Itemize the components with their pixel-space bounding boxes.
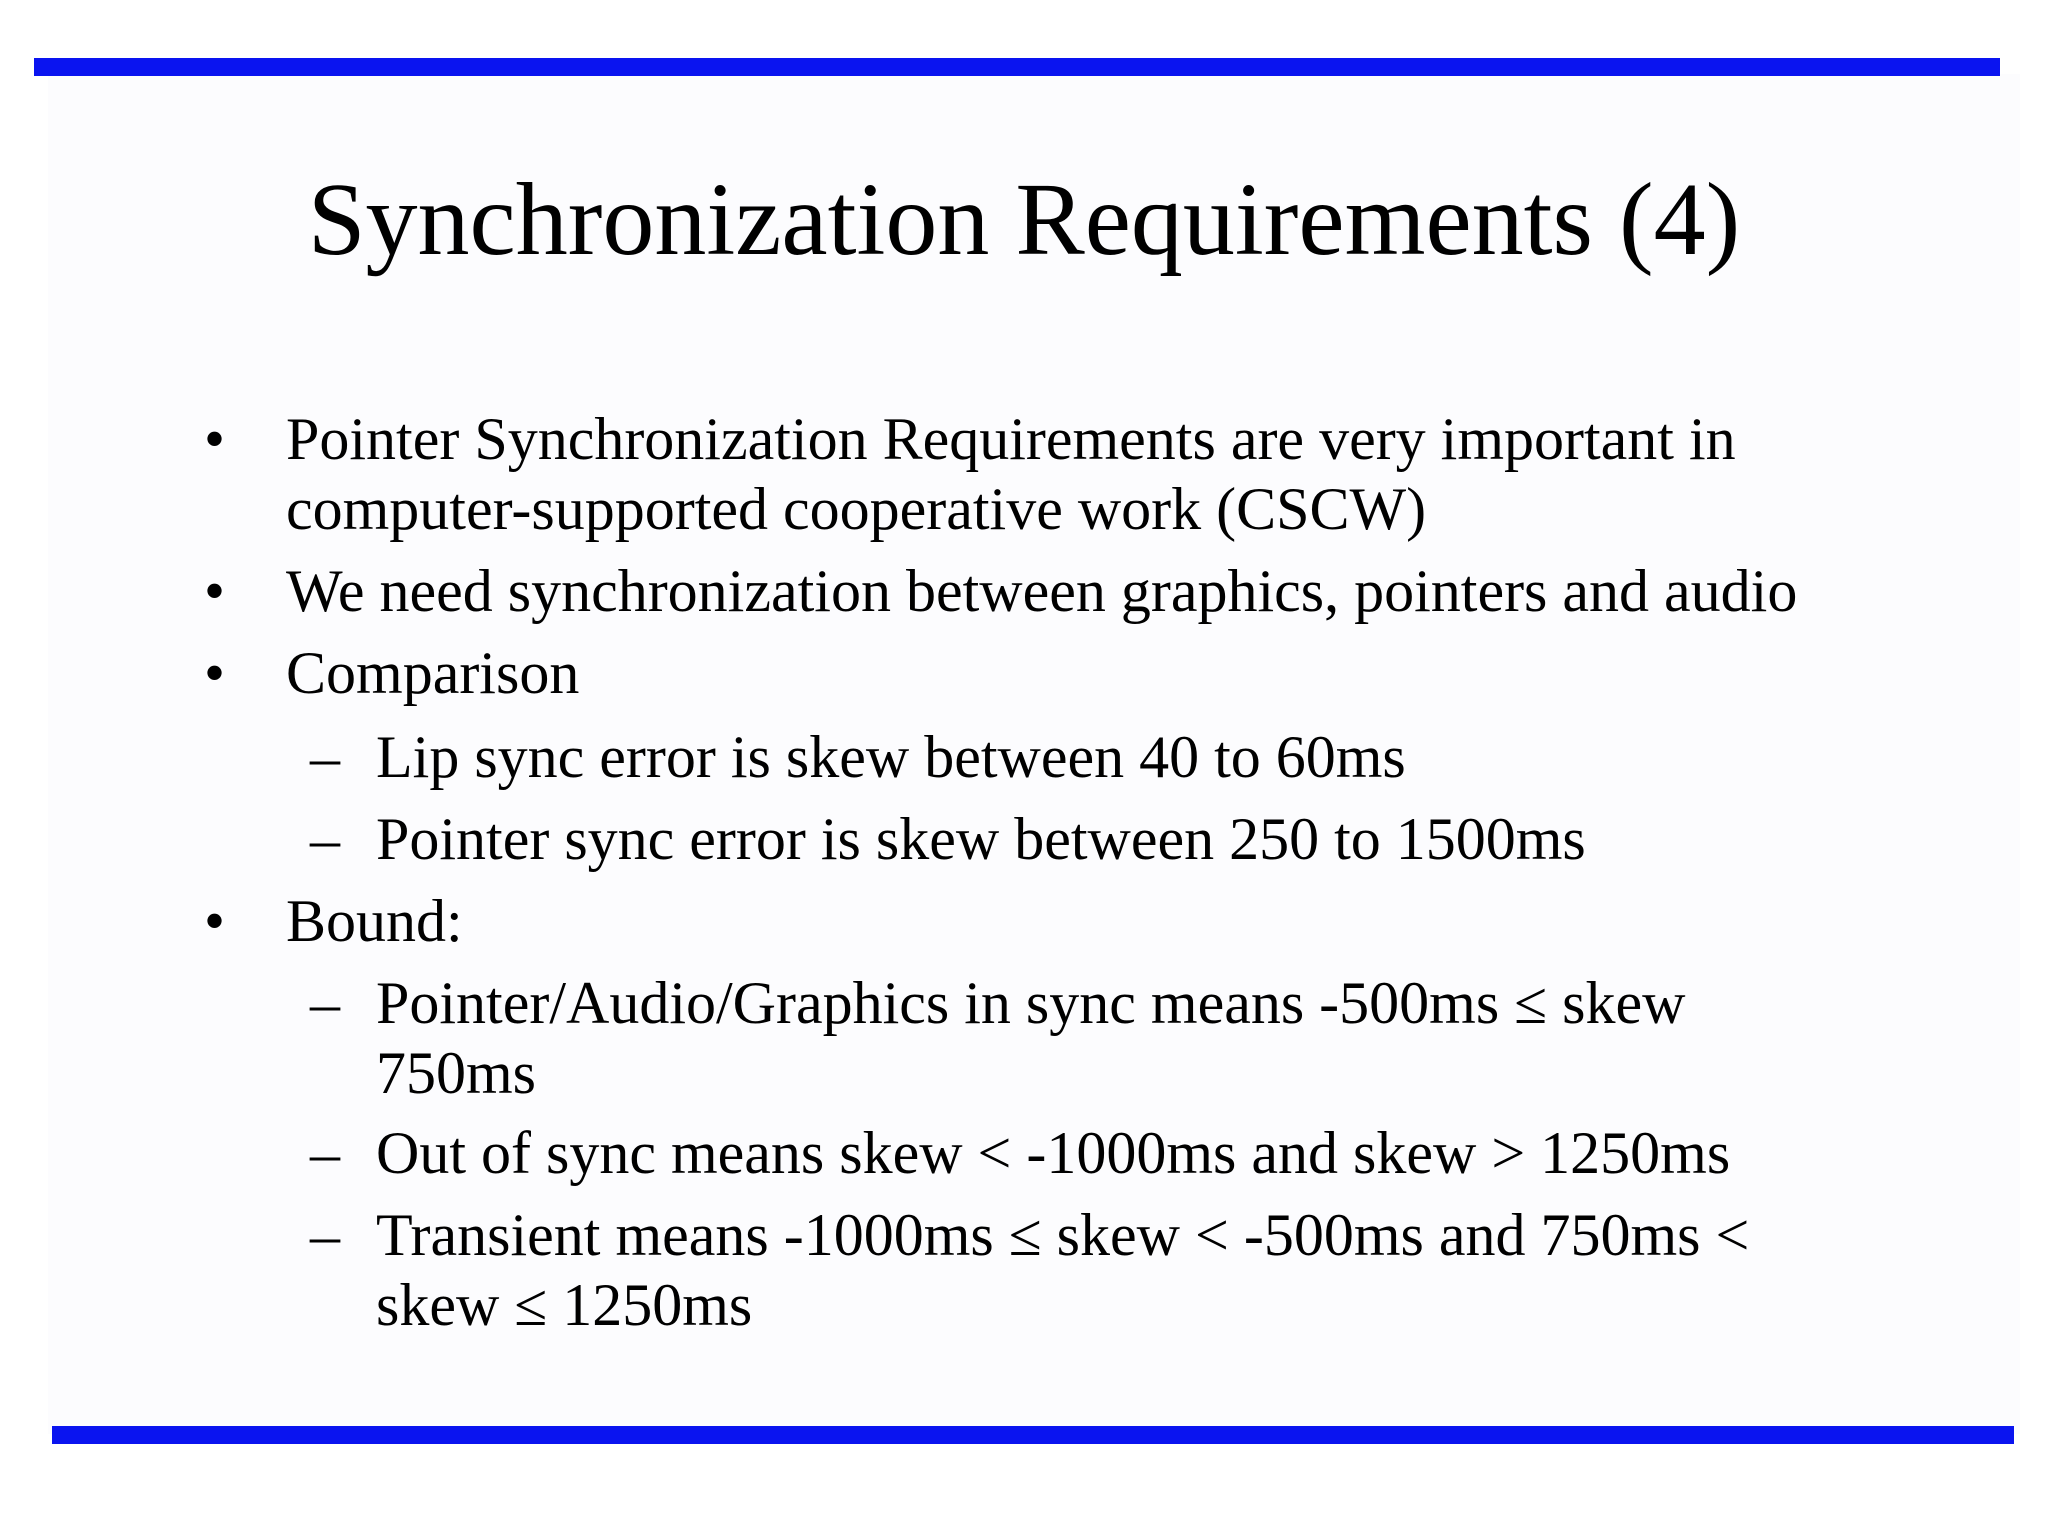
bullet-text-line: Bound:	[286, 888, 463, 954]
top-rule	[34, 58, 2000, 76]
bullet-marker: •	[204, 888, 226, 954]
sub-bullet-text-line: Transient means -1000ms ≤ skew < -500ms and 750ms <	[376, 1202, 1750, 1268]
sub-bullet-text-line: Pointer/Audio/Graphics in sync means -500ms ≤ skew	[376, 970, 1686, 1036]
sub-bullet-text-line: skew ≤ 1250ms	[376, 1272, 753, 1338]
bullet-text-line: computer-supported cooperative work (CSCW)	[286, 476, 1427, 542]
dash-marker: –	[310, 724, 340, 790]
bullet-text-line: Pointer Synchronization Requirements are very important in	[286, 406, 1736, 472]
bottom-rule	[52, 1426, 2014, 1444]
dash-marker: –	[310, 970, 340, 1036]
sub-bullet-text-line: 750ms	[376, 1040, 537, 1106]
sub-bullet-text-line: Out of sync means skew < -1000ms and skew > 1250ms	[376, 1120, 1731, 1186]
dash-marker: –	[310, 806, 340, 872]
bullet-marker: •	[204, 640, 226, 706]
dash-marker: –	[310, 1202, 340, 1268]
sub-bullet-text-line: Lip sync error is skew between 40 to 60ms	[376, 724, 1406, 790]
bullet-text-line: Comparison	[286, 640, 580, 706]
sub-bullet-text-line: Pointer sync error is skew between 250 to 1500ms	[376, 806, 1586, 872]
bullet-text-line: We need synchronization between graphics, pointers and audio	[286, 558, 1798, 624]
bullet-marker: •	[204, 406, 226, 472]
dash-marker: –	[310, 1120, 340, 1186]
bullet-marker: •	[204, 558, 226, 624]
slide-title: Synchronization Requirements (4)	[307, 162, 1741, 277]
